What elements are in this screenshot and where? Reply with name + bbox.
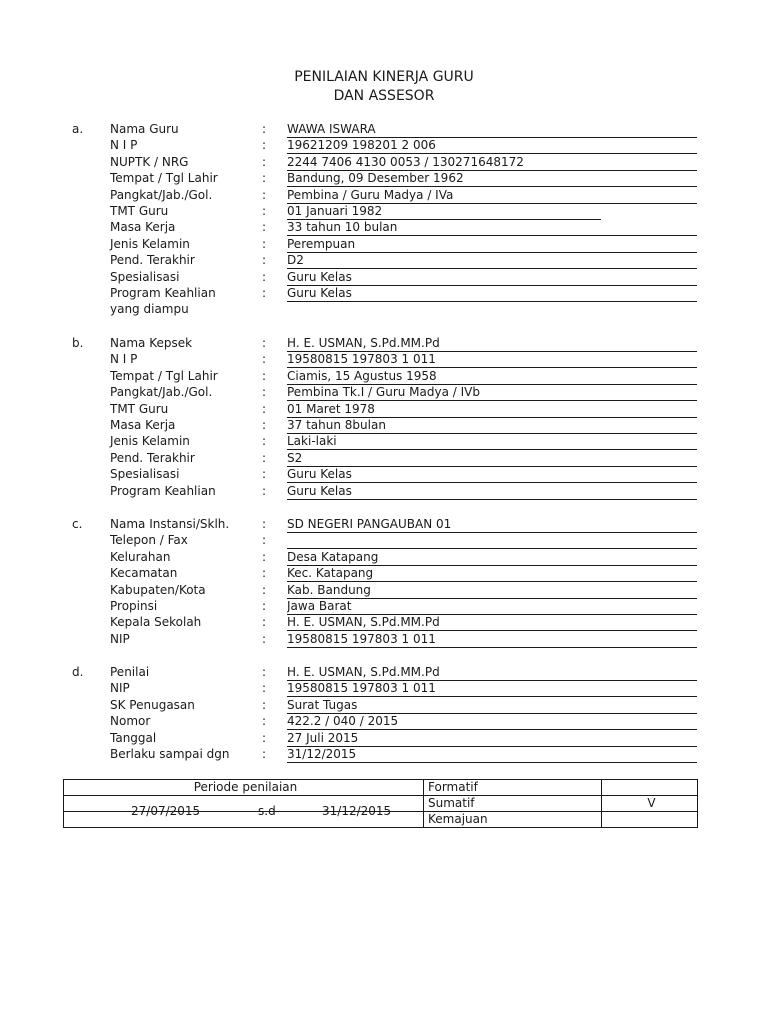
field-label: Nama Kepsek [110,336,193,350]
field-value: Guru Kelas [287,466,697,483]
field-value: S2 [287,450,697,467]
field-colon: : [262,450,267,465]
field-value: 33 tahun 10 bulan [287,219,697,236]
field-colon: : [262,385,267,400]
field-label: Pangkat/Jab./Gol. [110,385,213,400]
field-value: Kab. Bandung [287,582,697,599]
field-value: H. E. USMAN, S.Pd.MM.Pd [287,614,697,631]
field-colon: : [262,697,267,712]
field-value: Laki-laki [287,433,697,450]
field-value: Surat Tugas [287,697,697,714]
field-colon: : [262,154,267,169]
field-value: 2244 7406 4130 0053 / 130271648172 [287,154,697,171]
field-colon: : [262,253,267,268]
field-colon: : [262,730,267,745]
field-colon: : [262,467,267,482]
section-letter: c. [72,517,83,531]
field-value: Kec. Katapang [287,565,697,582]
periode-type-kemajuan: Kemajuan [424,812,602,828]
field-label: NUPTK / NRG [110,154,189,169]
document-title: PENILAIAN KINERJA GURU [294,69,474,85]
field-value: Perempuan [287,236,697,253]
field-colon: : [262,582,267,597]
field-value: Bandung, 09 Desember 1962 [287,170,697,187]
field-value: H. E. USMAN, S.Pd.MM.Pd [287,335,697,352]
field-value: Ciamis, 15 Agustus 1958 [287,368,697,385]
field-colon: : [262,566,267,581]
field-label: Pend. Terakhir [110,253,195,268]
periode-start: 27/07/2015 [131,803,201,818]
field-label: TMT Guru [110,204,169,218]
field-label: Propinsi [110,599,158,613]
field-label: SK Penugasan [110,697,195,712]
field-label: yang diampu [110,302,189,317]
field-value: 37 tahun 8bulan [287,417,697,434]
periode-type-sumatif: Sumatif [424,796,602,812]
field-label: Masa Kerja [110,418,176,432]
field-value: 19580815 197803 1 011 [287,680,697,697]
field-value: Guru Kelas [287,269,697,286]
section-letter: d. [72,665,84,679]
field-value [287,532,697,549]
field-value: H. E. USMAN, S.Pd.MM.Pd [287,664,697,681]
field-colon: : [262,220,267,235]
field-value: 31/12/2015 [287,746,697,763]
field-label: Penilai [110,665,150,679]
field-value: Guru Kelas [287,285,697,302]
periode-dates [64,796,424,818]
field-value: Desa Katapang [287,549,697,566]
field-value: 01 Januari 1982 [287,203,601,220]
field-value: SD NEGERI PANGAUBAN 01 [287,516,697,533]
field-label: Program Keahlian [110,286,216,300]
field-label: Pend. Terakhir [110,450,195,465]
field-colon: : [262,599,267,613]
field-colon: : [262,138,267,153]
field-value: 19580815 197803 1 011 [287,631,697,648]
field-colon: : [262,483,267,498]
field-label: Nomor [110,714,151,729]
periode-sd: s.d [258,803,276,818]
field-value: D2 [287,252,697,269]
field-label: TMT Guru [110,401,169,416]
field-label: Kelurahan [110,549,171,564]
field-label: Jenis Kelamin [110,434,190,449]
field-value: Pembina / Guru Madya / IVa [287,187,697,204]
field-colon: : [262,368,267,383]
field-label: Telepon / Fax [110,533,188,548]
periode-type-formatif: Formatif [424,780,602,796]
field-colon: : [262,533,267,548]
field-label: Tempat / Tgl Lahir [110,368,218,383]
field-label: Spesialisasi [110,269,180,284]
field-value: Guru Kelas [287,483,697,500]
field-label: Program Keahlian [110,483,216,498]
periode-mark-kemajuan [602,812,698,828]
field-colon: : [262,187,267,202]
field-colon: : [262,336,267,350]
field-label: Nama Guru [110,122,179,136]
field-colon: : [262,747,267,761]
field-colon: : [262,714,267,729]
field-label: Masa Kerja [110,220,176,235]
field-value: 01 Maret 1978 [287,401,697,418]
document-subtitle: DAN ASSESOR [333,88,435,104]
field-colon: : [262,434,267,449]
field-colon: : [262,401,267,416]
field-label: N I P [110,138,138,153]
field-label: N I P [110,352,138,367]
periode-end: 31/12/2015 [322,803,392,818]
field-label: Nama Instansi/Sklh. [110,517,230,531]
field-label: Berlaku sampai dgn [110,747,230,761]
field-label: Kabupaten/Kota [110,582,206,597]
field-colon: : [262,665,267,679]
periode-row-1 [64,780,698,796]
periode-row-2 [64,796,698,812]
field-label: Tanggal [110,730,157,745]
field-label: Kepala Sekolah [110,615,202,630]
periode-mark-sumatif: V [602,796,698,812]
field-label: Spesialisasi [110,467,180,482]
field-value: WAWA ISWARA [287,121,697,138]
field-value: Pembina Tk.I / Guru Madya / IVb [287,384,697,401]
field-colon: : [262,549,267,564]
field-colon: : [262,631,267,646]
periode-mark-formatif [602,780,698,796]
periode-table [63,779,698,828]
field-colon: : [262,286,267,300]
field-label: Kecamatan [110,566,178,581]
field-value: 27 Juli 2015 [287,730,697,747]
field-colon: : [262,352,267,367]
field-colon: : [262,681,267,696]
field-value: 19580815 197803 1 011 [287,351,697,368]
field-colon: : [262,171,267,186]
section-letter: b. [72,336,84,350]
section-letter: a. [72,122,84,136]
field-colon: : [262,615,267,630]
field-label: Tempat / Tgl Lahir [110,171,218,186]
field-label: NIP [110,681,130,696]
field-colon: : [262,517,267,531]
field-label: Jenis Kelamin [110,236,190,251]
field-value: 19621209 198201 2 006 [287,137,697,154]
field-value: 422.2 / 040 / 2015 [287,713,697,730]
periode-header: Periode penilaian [64,780,424,796]
field-colon: : [262,236,267,251]
field-colon: : [262,122,267,136]
field-label: NIP [110,631,130,646]
field-colon: : [262,204,267,218]
field-value: Jawa Barat [287,598,697,615]
field-label: Pangkat/Jab./Gol. [110,187,213,202]
field-colon: : [262,269,267,284]
field-colon: : [262,418,267,432]
